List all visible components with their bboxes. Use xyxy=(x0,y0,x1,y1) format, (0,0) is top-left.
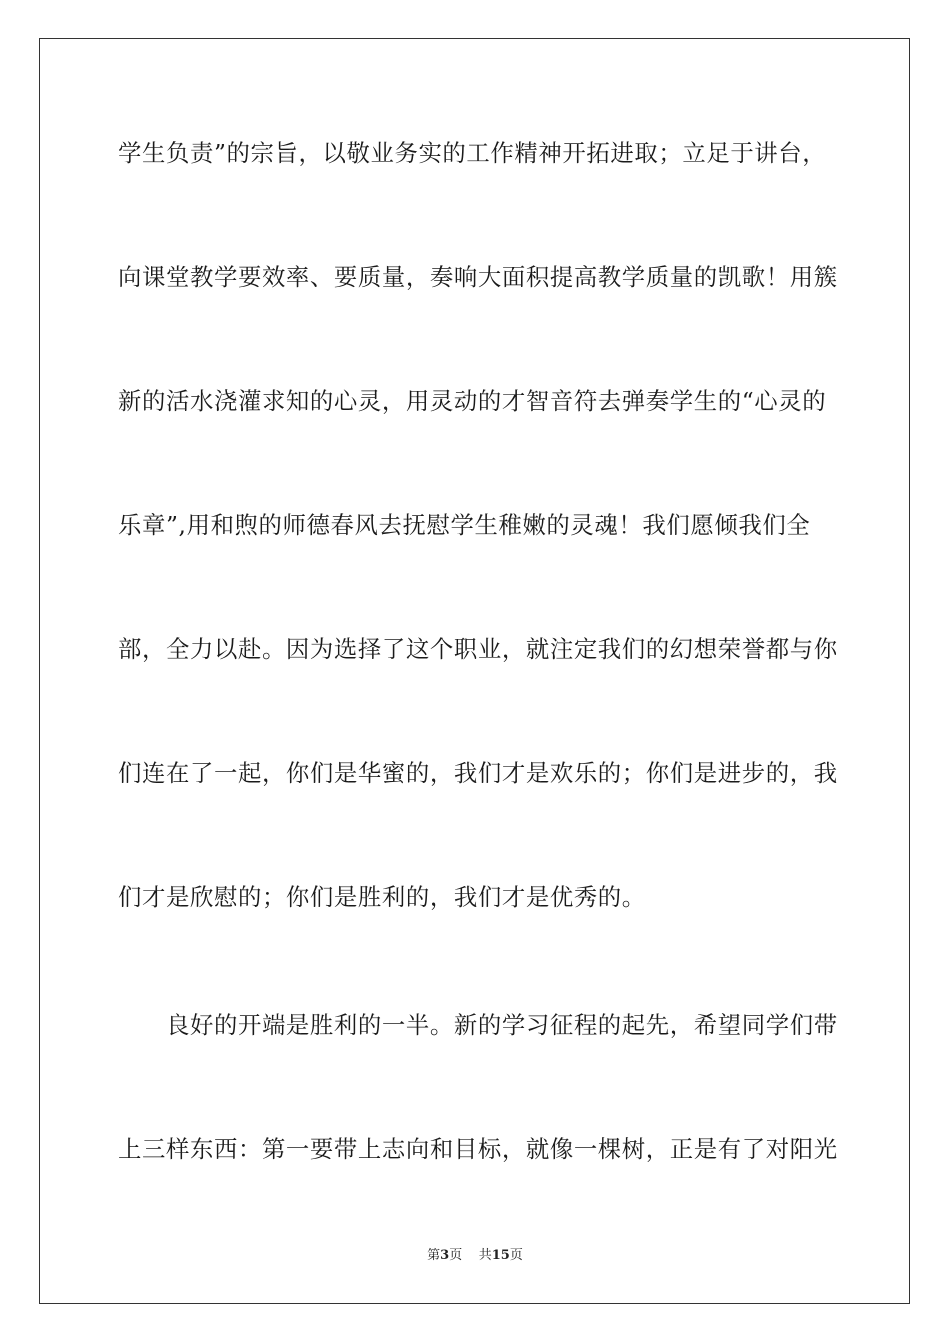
text-line: 新的活水浇灌求知的心灵，用灵动的才智音符去弹奏学生的“心灵的 xyxy=(118,387,827,415)
text-line: 们连在了一起，你们是华蜜的，我们才是欢乐的；你们是进步的，我 xyxy=(118,759,838,787)
text-line: 向课堂教学要效率、要质量，奏响大面积提高教学质量的凯歌！用簇 xyxy=(118,263,838,291)
total-prefix: 共 xyxy=(478,1248,492,1263)
text-line: 良好的开端是胜利的一半。新的学习征程的起先，希望同学们带 xyxy=(118,1011,838,1039)
text-line: 部，全力以赴。因为选择了这个职业，就注定我们的幻想荣誉都与你 xyxy=(118,635,838,663)
text-line: 们才是欣慰的；你们是胜利的，我们才是优秀的。 xyxy=(118,883,646,911)
total-suffix: 页 xyxy=(509,1248,523,1263)
text-line: 上三样东西：第一要带上志向和目标，就像一棵树，正是有了对阳光 xyxy=(118,1135,838,1163)
page-suffix: 页 xyxy=(449,1248,463,1263)
page-number: 3 xyxy=(440,1248,450,1263)
page-footer xyxy=(0,1248,950,1264)
text-line: 学生负责”的宗旨，以敬业务实的工作精神开拓进取；立足于讲台， xyxy=(118,139,827,167)
page-prefix: 第 xyxy=(427,1248,441,1263)
text-line: 乐章”,用和煦的师德春风去抚慰学生稚嫩的灵魂！我们愿倾我们全 xyxy=(118,511,811,539)
total-pages: 15 xyxy=(491,1248,510,1263)
page-border xyxy=(39,38,910,1304)
